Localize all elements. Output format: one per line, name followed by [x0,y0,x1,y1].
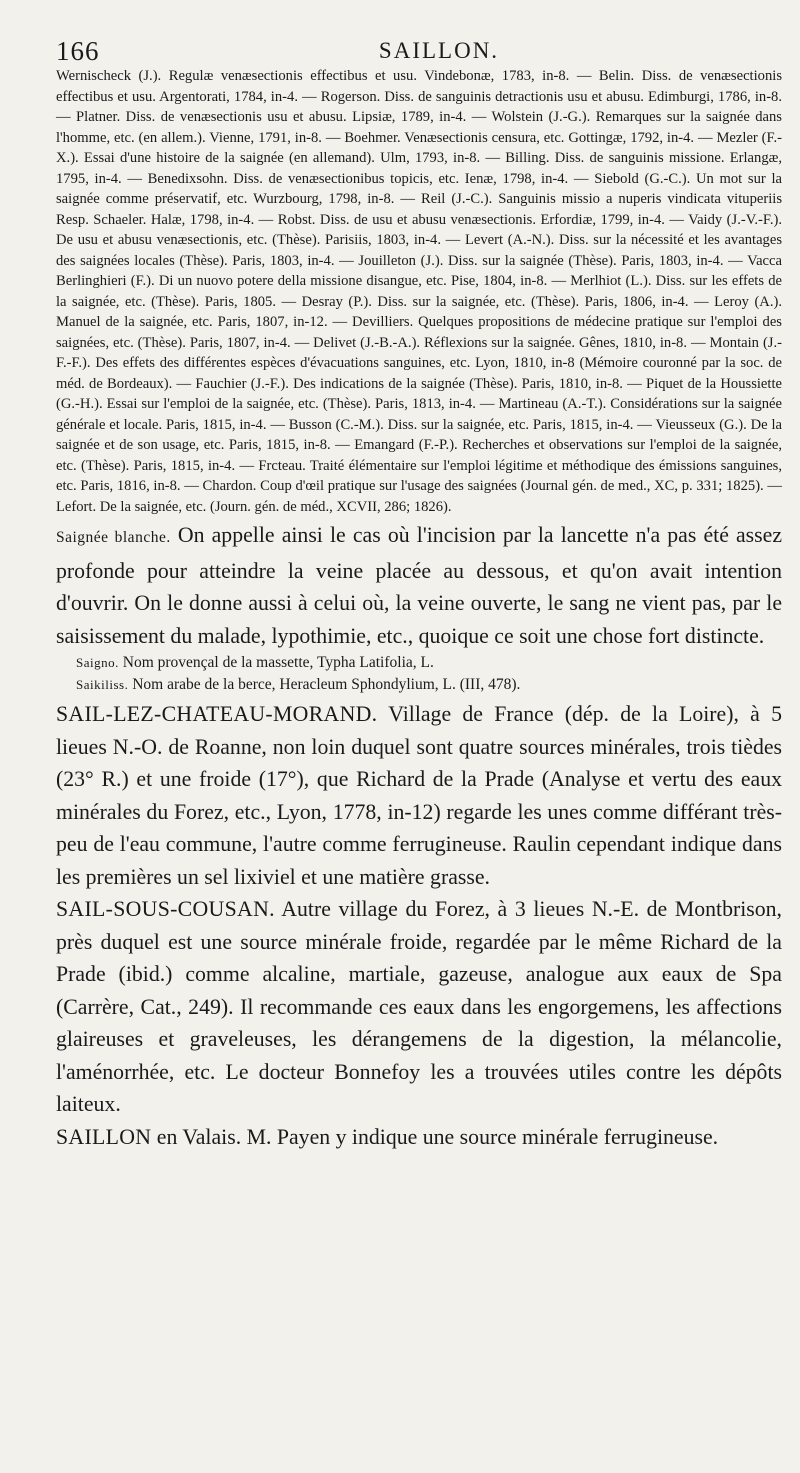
entry-headword: SAIL-SOUS-COUSAN. [56,897,275,921]
entry-saigno [56,652,782,674]
page-number: 166 [56,36,100,66]
entry-sail-sous-cousan [56,893,782,1121]
entry-text: Nom provençal de la massette, Typha Latifolia, L. [122,654,434,671]
entry-headword: Saikiliss. [76,677,129,692]
entry-saikiliss [56,674,782,696]
page-header [56,30,782,66]
bibliography-text: Wernischeck (J.). Regulæ venæsectionis effectibus et usu. Vindebonæ, 1783, in-8. — Belin. Diss. de venæsectionis effectibus et usu. Argentorati, 1784, in-4. — Rogerson. Diss. de sanguinis detractionis usu et abusu. Edimburgi, 1786, in-8. — Platner. Diss. de venæsectionis usu et abusu. Lipsiæ, 1789, in-4. — Wolstein (J.-G.). Remarques sur la saignée dans l'homme, etc. (en allem.). Vienne, 1791, in-8. — Boehmer. Venæsectionis censura, etc. Gottingæ, 1792, in-4. — Mezler (F.-X.). Essai d'une histoire de la saignée (en allemand). Ulm, 1793, in-8. — Billing. Diss. de sanguinis missione. Erlangæ, 1795, in-4. — Benedixsohn. Diss. de venæsectionibus topicis, etc. Ienæ, 1798, in-4. — Siebold (G.-C.). Un mot sur la saignée comme préservatif, etc. Wurzbourg, 1798, in-8. — Reil (J.-C.). Sanguinis missio a nuperis vindicata vituperiis Resp. Schaeler. Halæ, 1798, in-4. — Robst. Diss. de usu et abusu venæsectionis. Erfordiæ, 1799, in-4. — Vaidy (J.-V.-F.). De usu et abusu venæsectionis, etc. (Thèse). Parisiis, 1803, in-4. — Levert (A.-N.). Diss. sur la nécessité et les avantages des saignées locales (Thèse). Paris, 1803, in-4. — Jouilleton (J.). Diss. sur la saignée (Thèse). Paris, 1803, in-4. — Vacca Berlinghieri (F.). Di un nuovo potere della missione disangue, etc. Pise, 1804, in-8. — Merlhiot (L.). Diss. sur les effets de la saignée, etc. (Thèse). Paris, 1805. — Desray (P.). Diss. sur la saignée, etc. (Thèse). Paris, 1806, in-4. — Leroy (A.). Manuel de la saignée, etc. Paris, 1807, in-12. — Devilliers. Quelques propositions de médecine pratique sur l'emploi des saignées, etc. (Thèse). Paris, 1807, in-4. — Delivet (J.-B.-A.). Réflexions sur la saignée. Gênes, 1810, in-8. — Montain (J.-F.-F.). Des effets des différentes espèces d'évacuations sanguines, etc. Lyon, 1810, in-8 (Mémoire couronné par la soc. de méd. de Bordeaux). — Fauchier (J.-F.). Des indications de la saignée (Thèse). Paris, 1810, in-8. — Piquet de la Houssiette (G.-H.). Essai sur l'emploi de la saignée, etc. (Thèse). Paris, 1813, in-4. — Martineau (A.-T.). Considérations sur la saignée générale et locale. Paris, 1815, in-4. — Busson (C.-M.). Diss. sur la saignée, etc. Paris, 1815, in-4. — Vieusseux (G.). De la saignée et de son usage, etc. Paris, 1815, in-8. — Emangard (F.-P.). Recherches et observations sur l'emploi de la saignée, etc. (Thèse). Paris, 1815, in-4. — Frcteau. Traité élémentaire sur l'emploi légitime et méthodique des émissions sanguines, etc. Paris, 1816, in-8. — Chardon. Coup d'œil pratique sur l'usage des saignées (Journal gén. de med., XC, p. 331; 1825). — Lefort. De la saignée, etc. (Journ. gén. de méd., XCVII, 286; 1826). [56,68,782,515]
entry-headword: SAILLON [56,1124,152,1149]
entry-text: Nom arabe de la berce, Heracleum Sphondylium, L. (III, 478). [132,676,521,693]
entry-text: On appelle ainsi le cas où l'incision par la lancette n'a pas été assez profonde pour atteindre la veine placée au dessous, et qu'on avait intention d'ouvrir. On le donne aussi à celui où, la veine ouverte, le sang ne vient pas, par le saisissement du malade, lypothimie, etc., quoique ce soit une chose fort distincte. [56,523,782,648]
entry-saillon [56,1121,782,1154]
running-head: SAILLON. [378,38,500,63]
entry-text: Autre village du Forez, à 3 lieues N.-E. de Montbrison, près duquel est une source minérale froide, regardée par le même Richard de la Prade (ibid.) comme alcaline, martiale, gazeuse, analogue aux eaux de Spa (Carrère, Cat., 249). Il recommande ces eaux dans les engorgemens, les affections glaireuses et graveleuses, les dérangemens de la digestion, la mélancolie, l'aménorrhée, etc. Le docteur Bonnefoy les a trouvées utiles contre les dépôts laiteux. [56,897,783,1116]
entry-headword: Saigno. [76,655,119,670]
bibliography-block [56,66,782,517]
entry-headword: Saignée blanche. [56,529,171,546]
entry-text: en Valais. M. Payen y indique une source minérale ferrugineuse. [156,1124,719,1149]
entry-headword: SAIL-LEZ-CHATEAU-MORAND. [56,702,378,726]
entry-sail-lez-chateau-morand [56,698,782,893]
entry-saignee-blanche [56,519,782,652]
entry-text: Village de France (dép. de la Loire), à 5 lieues N.-O. de Roanne, non loin duquel sont quatre sources minérales, trois tièdes (23° R.) et une froide (17°), que Richard de la Prade (Analyse et vertu des eaux minérales du Forez, etc., Lyon, 1778, in-12) regarde les unes comme différant très-peu de l'eau commune, l'autre comme ferrugineuse. Raulin cependant indique dans les premières un sel lixiviel et une matière grasse. [56,702,783,889]
